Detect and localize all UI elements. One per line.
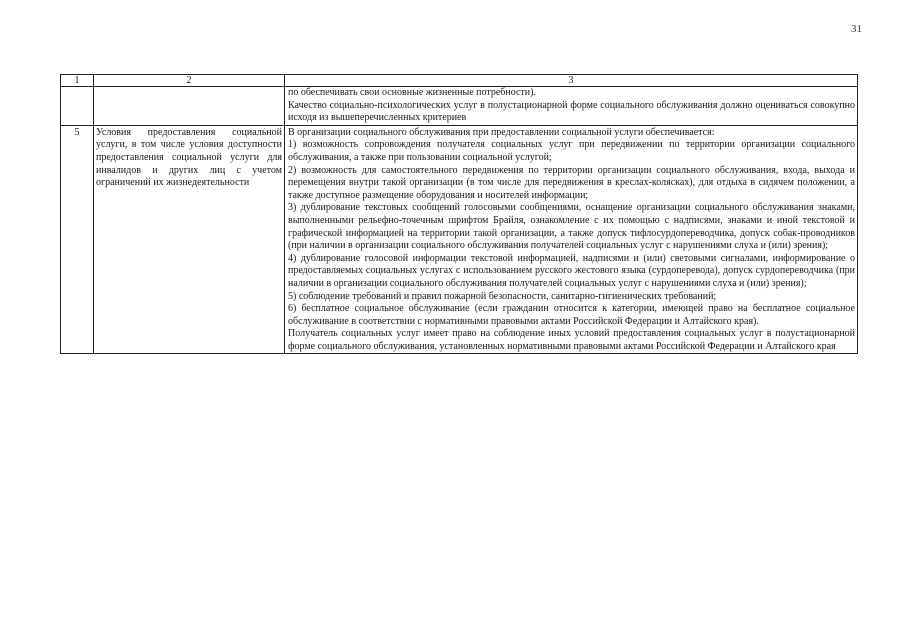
- row-number: 5: [61, 125, 94, 354]
- table-header-row: [61, 75, 858, 87]
- paragraph-intro: В организации социального обслуживания при предоставлении социальной услуги обеспечивается:: [288, 126, 715, 138]
- continuation-text-cell: [285, 87, 858, 126]
- services-table: [60, 74, 858, 354]
- row-description: [285, 125, 858, 354]
- continuation-line: Качество социально-психологических услуг в полустационарной форме социального обслуживания должно оцениваться совокупно исходя из вышеперечисленных критериев: [288, 99, 855, 124]
- table-row: [61, 125, 858, 354]
- continuation-row: [61, 87, 858, 126]
- row-title: Условия предоставления социальной услуги, в том числе условия доступности предоставления социальной услуги для инвалидов и других лиц с учетом ограничений их жизнедеятельности: [94, 125, 285, 354]
- paragraph-item-4: 4) дублирование голосовой информации текстовой информацией, надписями и (или) световыми сигналами, информирование о предоставляемых социальных услугах с использованием русского жестового языка (сурдоперевода), допуск сурдопереводчика (при наличии в организации социального обслуживания получателей социальных услуг с нарушениями слуха и (или) зрения);: [288, 252, 855, 289]
- paragraph-item-5: 5) соблюдение требований и правил пожарной безопасности, санитарно-гигиенических требований;: [288, 290, 717, 302]
- continuation-title-cell: [94, 87, 285, 126]
- paragraph-item-6: 6) бесплатное социальное обслуживание (если гражданин относится к категории, имеющей право на бесплатное социальное обслуживание в соответствии с нормативными правовыми актами Российской Федерации и Алтайского края).: [288, 303, 855, 327]
- paragraph-closing: Получатель социальных услуг имеет право на соблюдение иных условий предоставления социальных услуг в полустационарной форме социального обслуживания, установленных нормативными правовыми актами Российской Федерации и Алтайского края: [288, 328, 855, 352]
- continuation-number-cell: [61, 87, 94, 126]
- paragraph-item-2: 2) возможность для самостоятельного передвижения по территории организации социального обслуживания, входа, выхода и перемещения внутри такой организации (в том числе для передвижения в креслах-колясках), для отдыха в сидячем положении, а также доступное размещение оборудования и носителей информации;: [288, 164, 855, 201]
- paragraph-item-3: 3) дублирование текстовых сообщений голосовыми сообщениями, оснащение организации социального обслуживания знаками, выполненными рельефно-точечным шрифтом Брайля, ознакомление с их помощью с надписями, знаками и иной текстовой и графической информацией на территории такой организации, а также допуск тифлосурдопереводчика, допуск собак-проводников (при наличии в организации социального обслуживания получателей социальных услуг с нарушениями слуха и (или) зрения);: [288, 202, 855, 252]
- page-number: 31: [851, 23, 862, 35]
- header-cell-3: 3: [285, 75, 858, 87]
- paragraph-item-1: 1) возможность сопровождения получателя социальных услуг при передвижении по территории организации социального обслуживания, а также при пользовании социальной услугой;: [288, 139, 855, 163]
- continuation-line: по обеспечивать свои основные жизненные потребности).: [288, 87, 536, 98]
- header-cell-2: 2: [94, 75, 285, 87]
- header-cell-1: 1: [61, 75, 94, 87]
